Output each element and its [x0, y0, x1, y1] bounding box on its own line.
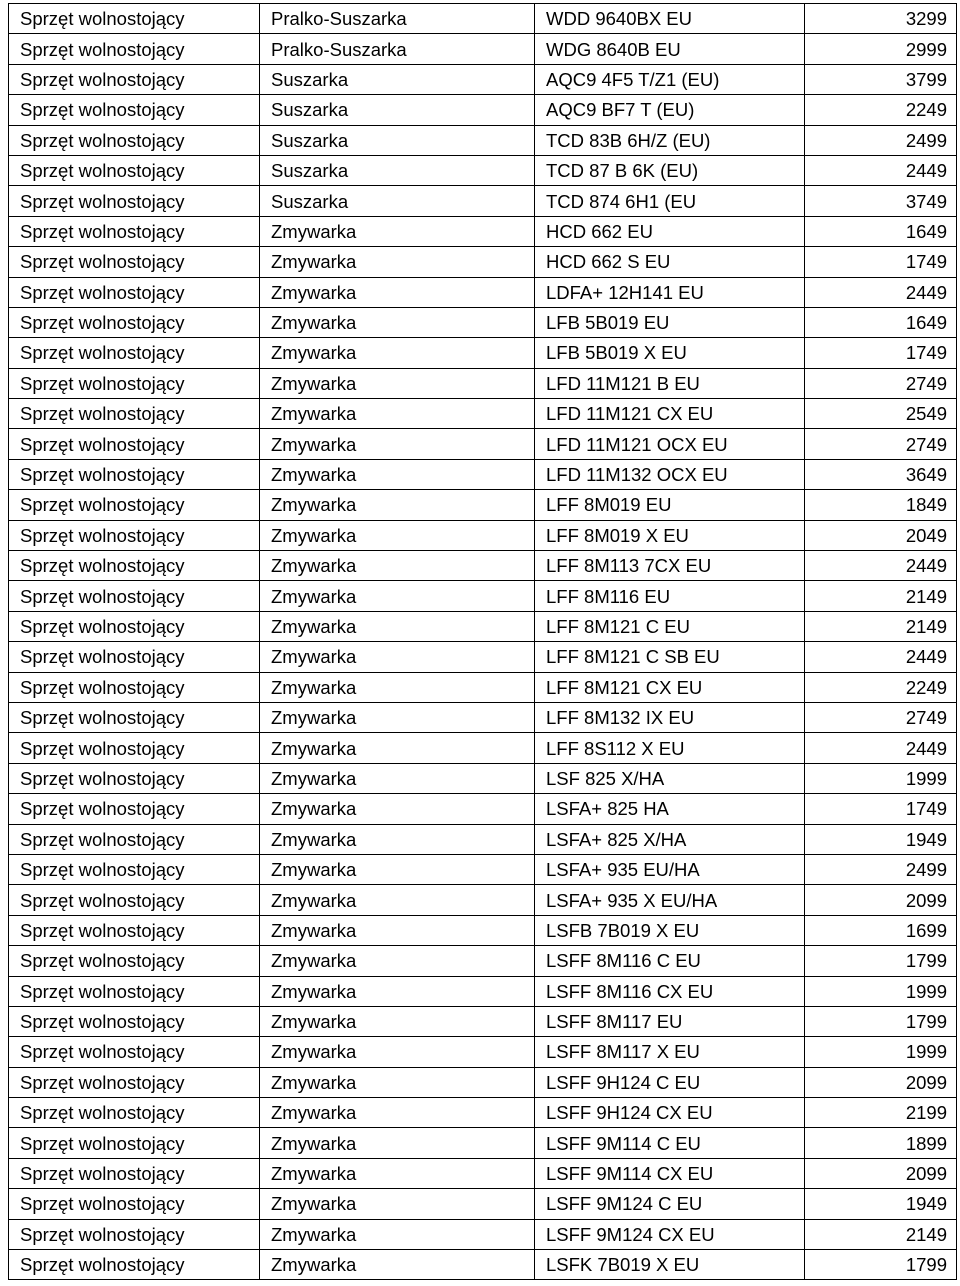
- model-cell: LSFF 8M117 EU: [535, 1006, 805, 1036]
- product-type-cell: Suszarka: [260, 125, 535, 155]
- product-type-cell: Zmywarka: [260, 338, 535, 368]
- table-row: [9, 216, 957, 246]
- price-cell: 2549: [805, 399, 957, 429]
- model-cell: LFF 8M121 C SB EU: [535, 642, 805, 672]
- model-cell: LFD 11M121 OCX EU: [535, 429, 805, 459]
- product-type-cell: Zmywarka: [260, 1098, 535, 1128]
- table-row: [9, 520, 957, 550]
- table-row: [9, 1250, 957, 1280]
- table-row: [9, 581, 957, 611]
- price-cell: 1999: [805, 763, 957, 793]
- price-cell: 2099: [805, 1067, 957, 1097]
- model-cell: HCD 662 S EU: [535, 247, 805, 277]
- price-cell: 2499: [805, 125, 957, 155]
- model-cell: LFB 5B019 X EU: [535, 338, 805, 368]
- model-cell: LSFF 8M116 C EU: [535, 946, 805, 976]
- price-cell: 2749: [805, 429, 957, 459]
- product-type-cell: Zmywarka: [260, 459, 535, 489]
- product-type-cell: Zmywarka: [260, 885, 535, 915]
- price-cell: 2249: [805, 95, 957, 125]
- product-type-cell: Zmywarka: [260, 1067, 535, 1097]
- product-type-cell: Zmywarka: [260, 946, 535, 976]
- model-cell: LSFA+ 825 HA: [535, 794, 805, 824]
- product-type-cell: Zmywarka: [260, 307, 535, 337]
- model-cell: LSFF 9H124 CX EU: [535, 1098, 805, 1128]
- price-cell: 2449: [805, 155, 957, 185]
- table-row: [9, 642, 957, 672]
- category-cell: Sprzęt wolnostojący: [9, 64, 260, 94]
- product-type-cell: Zmywarka: [260, 854, 535, 884]
- model-cell: AQC9 BF7 T (EU): [535, 95, 805, 125]
- table-row: [9, 854, 957, 884]
- category-cell: Sprzęt wolnostojący: [9, 581, 260, 611]
- category-cell: Sprzęt wolnostojący: [9, 1037, 260, 1067]
- table-row: [9, 368, 957, 398]
- table-row: [9, 976, 957, 1006]
- category-cell: Sprzęt wolnostojący: [9, 490, 260, 520]
- category-cell: Sprzęt wolnostojący: [9, 1067, 260, 1097]
- product-type-cell: Zmywarka: [260, 1219, 535, 1249]
- price-cell: 3299: [805, 4, 957, 34]
- table-row: [9, 1158, 957, 1188]
- price-cell: 2249: [805, 672, 957, 702]
- model-cell: LFF 8S112 X EU: [535, 733, 805, 763]
- price-cell: 1749: [805, 794, 957, 824]
- model-cell: LFF 8M121 CX EU: [535, 672, 805, 702]
- category-cell: Sprzęt wolnostojący: [9, 551, 260, 581]
- category-cell: Sprzęt wolnostojący: [9, 1219, 260, 1249]
- table-row: [9, 247, 957, 277]
- product-type-cell: Zmywarka: [260, 672, 535, 702]
- table-row: [9, 551, 957, 581]
- product-type-cell: Zmywarka: [260, 216, 535, 246]
- category-cell: Sprzęt wolnostojący: [9, 216, 260, 246]
- price-cell: 1749: [805, 338, 957, 368]
- model-cell: LSFF 9M114 C EU: [535, 1128, 805, 1158]
- price-cell: 2749: [805, 368, 957, 398]
- price-cell: 2749: [805, 702, 957, 732]
- category-cell: Sprzęt wolnostojący: [9, 95, 260, 125]
- model-cell: LFF 8M019 EU: [535, 490, 805, 520]
- price-cell: 1949: [805, 1189, 957, 1219]
- category-cell: Sprzęt wolnostojący: [9, 672, 260, 702]
- product-type-cell: Suszarka: [260, 186, 535, 216]
- table-row: [9, 64, 957, 94]
- table-row: [9, 1219, 957, 1249]
- model-cell: LSFA+ 825 X/HA: [535, 824, 805, 854]
- price-cell: 3649: [805, 459, 957, 489]
- product-type-cell: Zmywarka: [260, 1189, 535, 1219]
- table-row: [9, 672, 957, 702]
- model-cell: LDFA+ 12H141 EU: [535, 277, 805, 307]
- category-cell: Sprzęt wolnostojący: [9, 611, 260, 641]
- model-cell: LFF 8M116 EU: [535, 581, 805, 611]
- table-row: [9, 946, 957, 976]
- category-cell: Sprzęt wolnostojący: [9, 247, 260, 277]
- price-list-sheet: [8, 3, 956, 1280]
- table-body: [9, 4, 957, 1280]
- model-cell: LSFF 9H124 C EU: [535, 1067, 805, 1097]
- product-type-cell: Suszarka: [260, 64, 535, 94]
- model-cell: TCD 87 B 6K (EU): [535, 155, 805, 185]
- price-cell: 2449: [805, 551, 957, 581]
- price-cell: 1699: [805, 915, 957, 945]
- category-cell: Sprzęt wolnostojący: [9, 459, 260, 489]
- model-cell: LSFF 9M124 CX EU: [535, 1219, 805, 1249]
- category-cell: Sprzęt wolnostojący: [9, 4, 260, 34]
- category-cell: Sprzęt wolnostojący: [9, 1128, 260, 1158]
- product-type-cell: Zmywarka: [260, 1250, 535, 1280]
- model-cell: LSFB 7B019 X EU: [535, 915, 805, 945]
- model-cell: LFB 5B019 EU: [535, 307, 805, 337]
- category-cell: Sprzęt wolnostojący: [9, 1250, 260, 1280]
- product-type-cell: Zmywarka: [260, 520, 535, 550]
- model-cell: LFF 8M019 X EU: [535, 520, 805, 550]
- model-cell: LSFF 9M124 C EU: [535, 1189, 805, 1219]
- table-row: [9, 824, 957, 854]
- product-type-cell: Zmywarka: [260, 1006, 535, 1036]
- table-row: [9, 125, 957, 155]
- category-cell: Sprzęt wolnostojący: [9, 976, 260, 1006]
- table-row: [9, 34, 957, 64]
- product-type-cell: Zmywarka: [260, 368, 535, 398]
- table-row: [9, 95, 957, 125]
- table-row: [9, 186, 957, 216]
- category-cell: Sprzęt wolnostojący: [9, 520, 260, 550]
- product-type-cell: Suszarka: [260, 95, 535, 125]
- product-type-cell: Zmywarka: [260, 1128, 535, 1158]
- price-cell: 2199: [805, 1098, 957, 1128]
- product-type-cell: Suszarka: [260, 155, 535, 185]
- product-type-cell: Zmywarka: [260, 429, 535, 459]
- category-cell: Sprzęt wolnostojący: [9, 885, 260, 915]
- product-type-cell: Zmywarka: [260, 976, 535, 1006]
- model-cell: WDG 8640B EU: [535, 34, 805, 64]
- table-row: [9, 763, 957, 793]
- price-cell: 2499: [805, 854, 957, 884]
- model-cell: LFD 11M121 CX EU: [535, 399, 805, 429]
- price-cell: 1649: [805, 307, 957, 337]
- model-cell: HCD 662 EU: [535, 216, 805, 246]
- table-row: [9, 459, 957, 489]
- category-cell: Sprzęt wolnostojący: [9, 854, 260, 884]
- category-cell: Sprzęt wolnostojący: [9, 642, 260, 672]
- table-row: [9, 1128, 957, 1158]
- model-cell: LSFF 8M116 CX EU: [535, 976, 805, 1006]
- table-row: [9, 702, 957, 732]
- product-type-cell: Zmywarka: [260, 702, 535, 732]
- model-cell: LSFK 7B019 X EU: [535, 1250, 805, 1280]
- product-type-cell: Zmywarka: [260, 733, 535, 763]
- product-type-cell: Zmywarka: [260, 551, 535, 581]
- price-cell: 2149: [805, 1219, 957, 1249]
- table-row: [9, 277, 957, 307]
- category-cell: Sprzęt wolnostojący: [9, 155, 260, 185]
- table-row: [9, 611, 957, 641]
- table-row: [9, 1189, 957, 1219]
- price-cell: 2449: [805, 277, 957, 307]
- product-type-cell: Zmywarka: [260, 247, 535, 277]
- category-cell: Sprzęt wolnostojący: [9, 702, 260, 732]
- price-cell: 1799: [805, 1006, 957, 1036]
- product-type-cell: Zmywarka: [260, 277, 535, 307]
- price-cell: 2149: [805, 611, 957, 641]
- table-row: [9, 155, 957, 185]
- price-cell: 1999: [805, 976, 957, 1006]
- model-cell: LFF 8M132 IX EU: [535, 702, 805, 732]
- product-type-cell: Zmywarka: [260, 794, 535, 824]
- price-cell: 2049: [805, 520, 957, 550]
- table-row: [9, 338, 957, 368]
- model-cell: LSFA+ 935 EU/HA: [535, 854, 805, 884]
- category-cell: Sprzęt wolnostojący: [9, 915, 260, 945]
- product-type-cell: Pralko-Suszarka: [260, 34, 535, 64]
- table-row: [9, 429, 957, 459]
- category-cell: Sprzęt wolnostojący: [9, 399, 260, 429]
- product-type-cell: Zmywarka: [260, 399, 535, 429]
- model-cell: LSFF 8M117 X EU: [535, 1037, 805, 1067]
- category-cell: Sprzęt wolnostojący: [9, 186, 260, 216]
- product-type-cell: Zmywarka: [260, 1158, 535, 1188]
- category-cell: Sprzęt wolnostojący: [9, 733, 260, 763]
- category-cell: Sprzęt wolnostojący: [9, 307, 260, 337]
- product-type-cell: Zmywarka: [260, 763, 535, 793]
- model-cell: LFF 8M113 7CX EU: [535, 551, 805, 581]
- product-type-cell: Zmywarka: [260, 824, 535, 854]
- price-cell: 2999: [805, 34, 957, 64]
- product-type-cell: Zmywarka: [260, 581, 535, 611]
- table-row: [9, 733, 957, 763]
- price-cell: 2449: [805, 642, 957, 672]
- model-cell: WDD 9640BX EU: [535, 4, 805, 34]
- category-cell: Sprzęt wolnostojący: [9, 824, 260, 854]
- table-row: [9, 1098, 957, 1128]
- category-cell: Sprzęt wolnostojący: [9, 763, 260, 793]
- price-cell: 3749: [805, 186, 957, 216]
- table-row: [9, 490, 957, 520]
- table-row: [9, 4, 957, 34]
- table-row: [9, 1037, 957, 1067]
- model-cell: AQC9 4F5 T/Z1 (EU): [535, 64, 805, 94]
- category-cell: Sprzęt wolnostojący: [9, 794, 260, 824]
- model-cell: LFD 11M132 OCX EU: [535, 459, 805, 489]
- model-cell: LSFF 9M114 CX EU: [535, 1158, 805, 1188]
- table-row: [9, 1067, 957, 1097]
- price-cell: 1749: [805, 247, 957, 277]
- category-cell: Sprzęt wolnostojący: [9, 368, 260, 398]
- price-cell: 2149: [805, 581, 957, 611]
- product-type-cell: Zmywarka: [260, 1037, 535, 1067]
- category-cell: Sprzęt wolnostojący: [9, 1189, 260, 1219]
- price-cell: 1999: [805, 1037, 957, 1067]
- category-cell: Sprzęt wolnostojący: [9, 1098, 260, 1128]
- product-type-cell: Pralko-Suszarka: [260, 4, 535, 34]
- category-cell: Sprzęt wolnostojący: [9, 125, 260, 155]
- model-cell: TCD 874 6H1 (EU: [535, 186, 805, 216]
- model-cell: TCD 83B 6H/Z (EU): [535, 125, 805, 155]
- table-row: [9, 794, 957, 824]
- table-row: [9, 399, 957, 429]
- price-cell: 1799: [805, 946, 957, 976]
- product-type-cell: Zmywarka: [260, 642, 535, 672]
- price-cell: 1849: [805, 490, 957, 520]
- table-row: [9, 915, 957, 945]
- model-cell: LSF 825 X/HA: [535, 763, 805, 793]
- price-table: [8, 3, 957, 1280]
- price-cell: 1899: [805, 1128, 957, 1158]
- category-cell: Sprzęt wolnostojący: [9, 1158, 260, 1188]
- price-cell: 1799: [805, 1250, 957, 1280]
- category-cell: Sprzęt wolnostojący: [9, 1006, 260, 1036]
- product-type-cell: Zmywarka: [260, 611, 535, 641]
- price-cell: 3799: [805, 64, 957, 94]
- model-cell: LFF 8M121 C EU: [535, 611, 805, 641]
- price-cell: 1949: [805, 824, 957, 854]
- price-cell: 2099: [805, 1158, 957, 1188]
- table-row: [9, 307, 957, 337]
- category-cell: Sprzęt wolnostojący: [9, 34, 260, 64]
- model-cell: LFD 11M121 B EU: [535, 368, 805, 398]
- category-cell: Sprzęt wolnostojący: [9, 277, 260, 307]
- category-cell: Sprzęt wolnostojący: [9, 946, 260, 976]
- product-type-cell: Zmywarka: [260, 915, 535, 945]
- price-cell: 1649: [805, 216, 957, 246]
- product-type-cell: Zmywarka: [260, 490, 535, 520]
- price-cell: 2449: [805, 733, 957, 763]
- table-row: [9, 885, 957, 915]
- table-row: [9, 1006, 957, 1036]
- category-cell: Sprzęt wolnostojący: [9, 429, 260, 459]
- category-cell: Sprzęt wolnostojący: [9, 338, 260, 368]
- price-cell: 2099: [805, 885, 957, 915]
- model-cell: LSFA+ 935 X EU/HA: [535, 885, 805, 915]
